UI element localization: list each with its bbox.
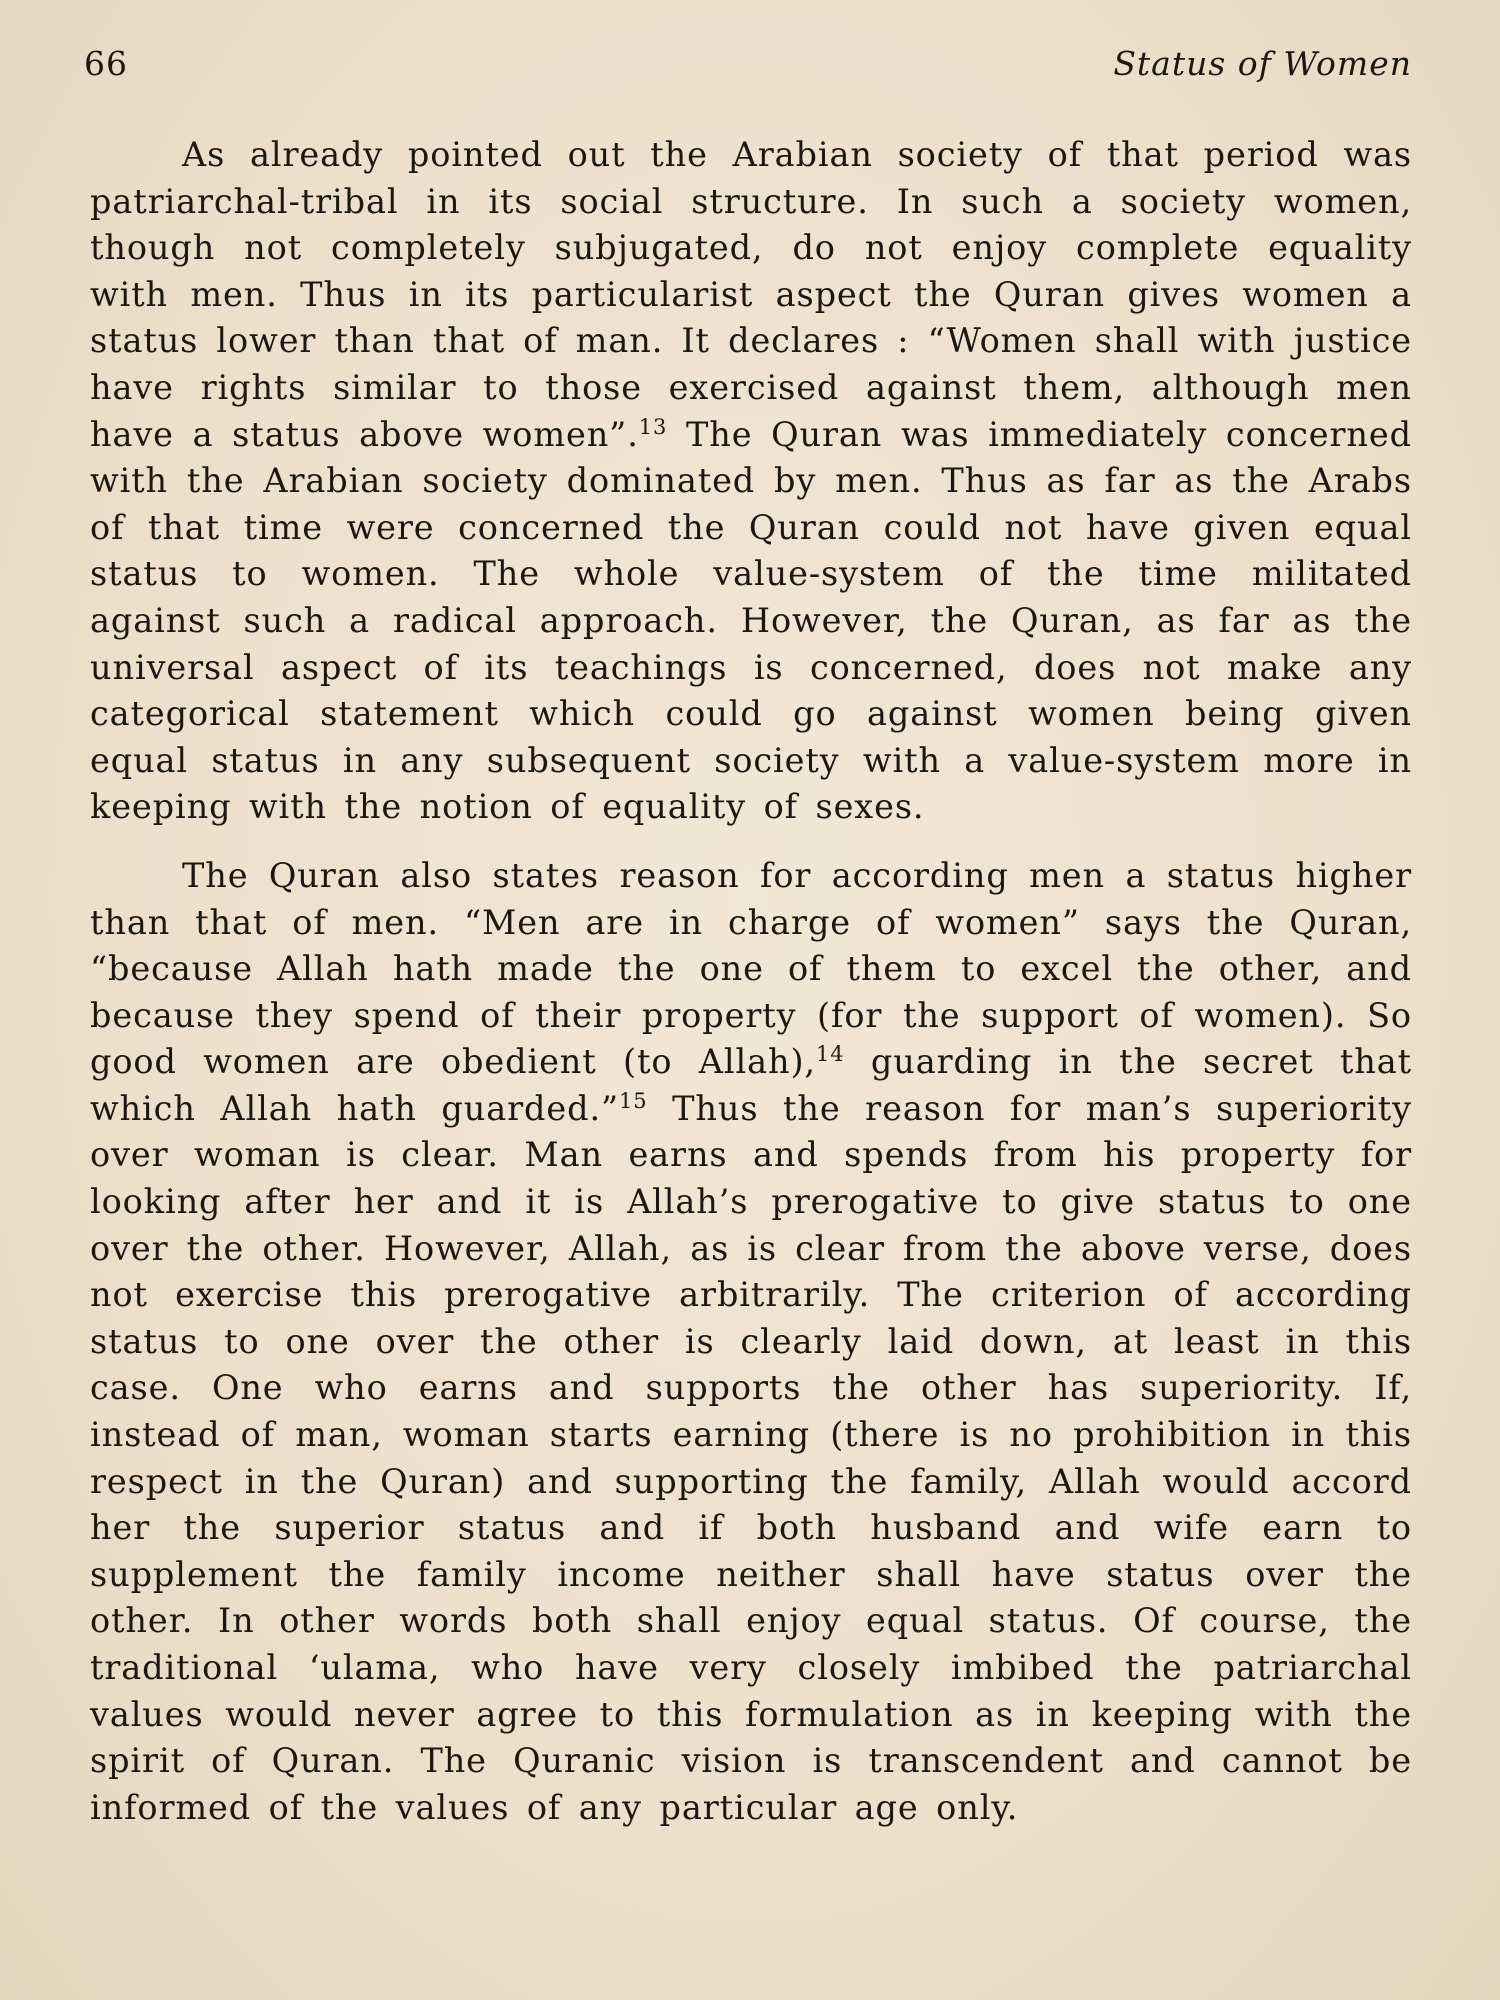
page-number: 66	[84, 44, 128, 83]
running-head	[84, 44, 1412, 94]
paragraph-2-part-3: Thus the reason for man’s superiority over woman is clear. Man earns and spends from his property for looking after her and it is Allah’s prerogative to give status to one over the other. However, Allah, as is clear from the above verse, does not exercise this prerogative arbitrarily. The criterion of according status to one over the other is clearly laid down, at least in this case. One who earns and supports the other has superiority. If, instead of man, woman starts earning (there is no prohibition in this respect in the Quran) and supporting the family, Allah would accord her the superior status and if both husband and wife earn to supplement the family income neither shall have status over the other. In other words both shall enjoy equal status. Of course, the traditional ‘ulama, who have very closely imbibed the patriarchal values would never agree to this formulation as in keeping with the spirit of Quran. The Quranic vision is transcendent and cannot be informed of the values of any particular age only.	[90, 1088, 1412, 1827]
paragraph-2-part-1: The Quran also states reason for according men a status higher than that of men. “Men are in charge of women” says the Quran, “because Allah hath made the one of them to excel the other, and because they spend of their property (for the support of women). So good women are obedient (to Allah),	[90, 855, 1412, 1082]
paragraph-1-tail: The Quran was immediately concerned with the Arabian society dominated by men. Thus as far as the Arabs of that time were concerned the Quran could not have given equal status to women. The whole value-system of the time militated against such a radical approach. However, the Quran, as far as the universal aspect of its teachings is concerned, does not make any categorical statement which could go against women being given equal status in any subsequent society with a value-system more in keeping with the notion of equality of sexes.	[90, 414, 1412, 827]
footnote-ref-15: 15	[619, 1088, 648, 1113]
footnote-ref-14: 14	[815, 1042, 845, 1067]
body-text	[90, 132, 1412, 1831]
paragraph-2	[90, 853, 1412, 1831]
paragraph-1-text: As already pointed out the Arabian society of that period was patriarchal-tribal in its social structure. In such a society women, though not completely subjugated, do not enjoy complete equality with men. Thus in its particularist aspect the Quran gives women a status lower than that of man. It declares : “Women shall with justice have rights similar to those exercised against them, although men have a status above women”.	[90, 135, 1412, 454]
paragraph-2-part-2: guarding in the secret that which Allah hath guarded.”	[90, 1042, 1412, 1128]
footnote-ref-13: 13	[638, 414, 668, 439]
running-title: Status of Women	[1113, 44, 1412, 83]
paragraph-1	[90, 132, 1412, 831]
